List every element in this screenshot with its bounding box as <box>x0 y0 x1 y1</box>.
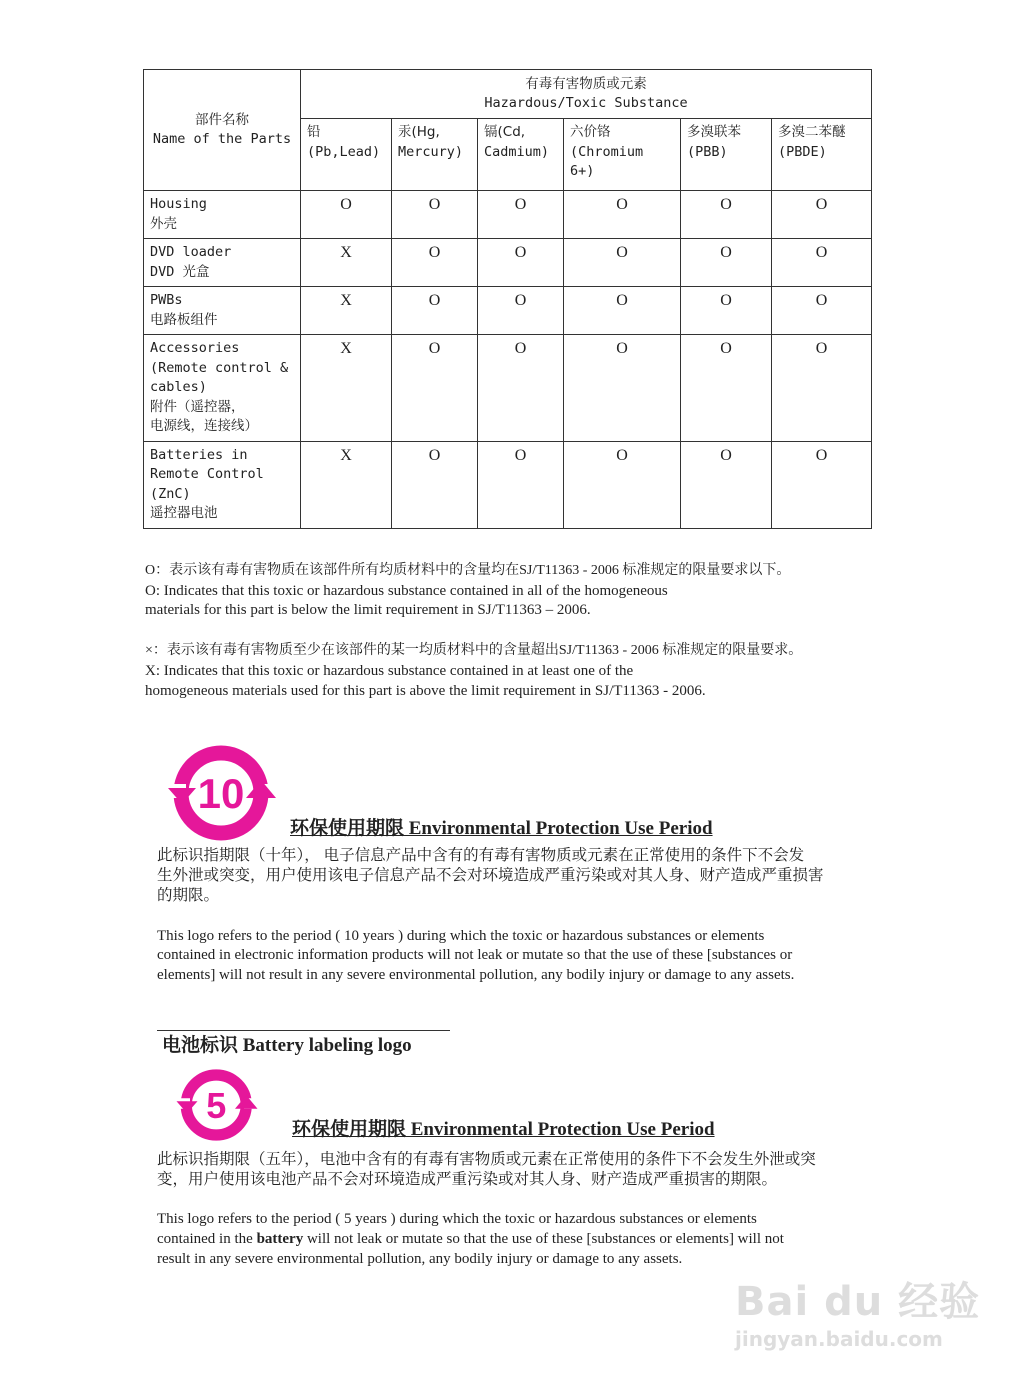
part-name-line: DVD loader <box>150 244 232 260</box>
column-header-cn: 镉(Cd, <box>484 124 526 140</box>
substance-value: O <box>681 335 772 442</box>
text: contained in the <box>157 1231 257 1247</box>
note-x-en-1: X: Indicates that this toxic or hazardous substance contained in at least one of the <box>145 663 634 679</box>
substance-value: O <box>681 441 772 528</box>
substance-value: O <box>392 335 478 442</box>
part-name <box>144 335 301 442</box>
column-header-cn: 六价铬 <box>570 124 611 140</box>
epup-heading: 环保使用期限 Environmental Protection Use Period <box>290 818 713 839</box>
baidu-watermark <box>735 1270 980 1351</box>
note-x-cn: ×：表示该有毒有害物质至少在该部件的某一均质材料中的含量超出SJ/T11363 - 2006 标准规定的限量要求。 <box>145 643 803 658</box>
part-name-line: Housing <box>150 196 207 212</box>
substance-value: O <box>392 441 478 528</box>
note-x-en-2: homogeneous materials used for this part is above the limit requirement in SJ/T11363 - 2006. <box>145 683 706 699</box>
text: will not leak or mutate so that the use of these [substances or elements] will not <box>303 1231 784 1247</box>
part-name-line: PWBs <box>150 292 183 308</box>
divider <box>157 1030 450 1031</box>
substance-value: O <box>681 287 772 335</box>
substance-value: O <box>392 287 478 335</box>
logo-number: 5 <box>206 1084 227 1126</box>
substance-value: O <box>564 335 681 442</box>
part-name-line: 电路板组件 <box>150 311 218 328</box>
table-row <box>144 441 872 528</box>
logo-number: 10 <box>197 770 245 817</box>
battery-title: 电池标识 Battery labeling logo <box>162 1035 412 1056</box>
parts-header <box>144 70 301 191</box>
column-header-en: Mercury) <box>398 143 464 160</box>
table-row <box>144 239 872 287</box>
substance-value: O <box>564 441 681 528</box>
epup-cn-2: 生外泄或突变，用户使用该电子信息产品不会对环境造成严重污染或对其人身、财产造成严重损害 <box>157 867 824 884</box>
hazardous-substance-table <box>143 69 872 529</box>
group-header-en: Hazardous/Toxic Substance <box>484 95 688 111</box>
note-o-en-1: O: Indicates that this toxic or hazardous substance contained in all of the homogeneous <box>145 583 668 599</box>
column-header-en: (Chromium 6+) <box>570 143 644 179</box>
epup-5-logo-icon <box>175 1068 259 1142</box>
substance-value: O <box>564 287 681 335</box>
parts-header-cn: 部件名称 <box>195 111 249 128</box>
epup-cn-3: 的期限。 <box>157 887 220 904</box>
table-row <box>144 287 872 335</box>
column-header <box>564 119 681 191</box>
substance-value: X <box>301 441 392 528</box>
epup-en-2: contained in electronic information products will not leak or mutate so that the use of these [substances or <box>157 947 793 963</box>
substance-value: O <box>478 191 564 239</box>
substance-value: O <box>392 239 478 287</box>
column-header <box>681 119 772 191</box>
column-header-cn: 铅 <box>307 124 321 140</box>
table-row <box>144 335 872 442</box>
substance-value: X <box>301 239 392 287</box>
substance-value: O <box>478 441 564 528</box>
substance-value: O <box>681 191 772 239</box>
substance-value: O <box>772 191 872 239</box>
substance-value: O <box>681 239 772 287</box>
part-name <box>144 191 301 239</box>
column-header <box>772 119 872 191</box>
part-name-line: Batteries in <box>150 446 248 463</box>
column-header-cn: 多溴二苯醚 <box>778 124 846 140</box>
epup-10-logo-icon <box>166 744 278 842</box>
substance-value: O <box>301 191 392 239</box>
bold-text: battery <box>256 1231 304 1247</box>
substance-value: O <box>564 239 681 287</box>
watermark-logo: Bai du 经验 <box>735 1279 981 1325</box>
battery-en-2 <box>157 1229 784 1249</box>
part-name-line: 附件（遥控器， <box>150 398 245 415</box>
group-header-cn: 有毒有害物质或元素 <box>525 75 647 92</box>
part-name-line: DVD 光盒 <box>150 263 210 280</box>
part-name-line: (ZnC) <box>150 485 191 502</box>
substance-value: X <box>301 287 392 335</box>
battery-en-3: result in any severe environmental pollution, any bodily injury or damage to any assets. <box>157 1251 683 1267</box>
part-name-line: Remote Control <box>150 466 264 482</box>
substance-value: X <box>301 335 392 442</box>
part-name-line: Accessories <box>150 340 240 356</box>
column-header-cn: 多溴联苯 <box>687 124 741 140</box>
part-name-line: 电源线，连接线） <box>150 418 258 434</box>
column-header-en: Cadmium) <box>484 143 550 160</box>
part-name <box>144 287 301 335</box>
substance-group-header <box>301 70 872 119</box>
column-header <box>392 119 478 191</box>
column-header <box>301 119 392 191</box>
part-name-line: 外壳 <box>150 215 177 232</box>
battery-cn-1: 此标识指期限（五年），电池中含有的有毒有害物质或元素在正常使用的条件下不会发生外泄或突 <box>157 1151 816 1168</box>
column-header-en: (Pb,Lead) <box>307 143 381 160</box>
substance-value: O <box>564 191 681 239</box>
table-row <box>144 191 872 239</box>
part-name-line: (Remote control & <box>150 359 289 376</box>
substance-value: O <box>772 335 872 442</box>
column-header-cn: 汞(Hg, <box>398 124 440 140</box>
substance-value: O <box>392 191 478 239</box>
note-o-en-2: materials for this part is below the limit requirement in SJ/T11363 – 2006. <box>145 602 591 618</box>
column-header-en: (PBDE) <box>778 143 827 160</box>
part-name <box>144 441 301 528</box>
substance-value: O <box>478 239 564 287</box>
column-header <box>478 119 564 191</box>
substance-value: O <box>478 287 564 335</box>
battery-cn-2: 变，用户使用该电池产品不会对环境造成严重污染或对其人身、财产造成严重损害的期限。 <box>157 1171 778 1188</box>
substance-value: O <box>772 441 872 528</box>
substance-value: O <box>478 335 564 442</box>
note-o-cn: O：表示该有毒有害物质在该部件所有均质材料中的含量均在SJ/T11363 - 2006 标准规定的限量要求以下。 <box>145 563 791 578</box>
watermark-url: jingyan.baidu.com <box>735 1327 943 1351</box>
battery-epup-heading: 环保使用期限 Environmental Protection Use Period <box>292 1119 715 1140</box>
part-name-line: 遥控器电池 <box>150 505 218 521</box>
substance-value: O <box>772 287 872 335</box>
part-name <box>144 239 301 287</box>
epup-en-1: This logo refers to the period ( 10 years ) during which the toxic or hazardous substances or elements <box>157 928 765 944</box>
column-header-en: (PBB) <box>687 143 728 160</box>
battery-en-1: This logo refers to the period ( 5 years ) during which the toxic or hazardous substances or elements <box>157 1211 757 1227</box>
part-name-line: cables) <box>150 379 207 395</box>
parts-header-en: Name of the Parts <box>152 131 292 147</box>
epup-en-3: elements] will not result in any severe environmental pollution, any bodily injury or damage to any assets. <box>157 967 795 983</box>
substance-value: O <box>772 239 872 287</box>
epup-cn-1: 此标识指期限（十年）， 电子信息产品中含有的有毒有害物质或元素在正常使用的条件下不会发 <box>157 847 805 864</box>
